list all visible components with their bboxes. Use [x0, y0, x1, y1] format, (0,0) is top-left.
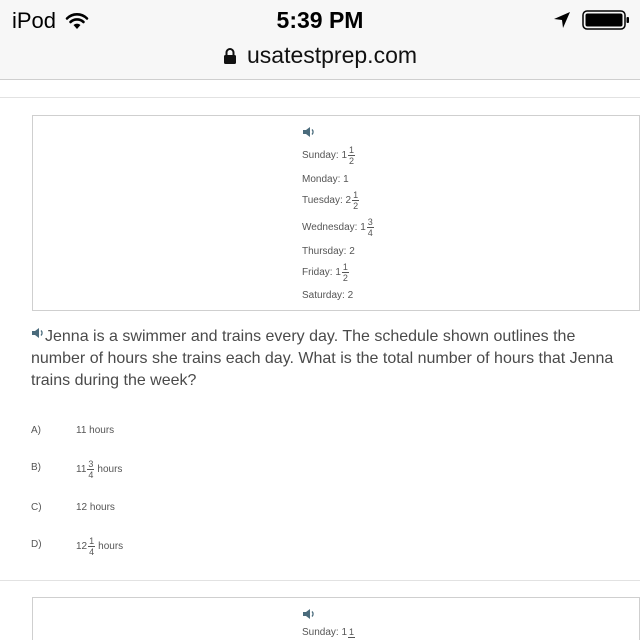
option-text[interactable]: [76, 425, 114, 436]
answer-option-b[interactable]: [31, 454, 331, 478]
schedule-row-saturday: [302, 290, 353, 301]
option-whole: 11: [76, 464, 87, 476]
clock: 5:39 PM: [276, 7, 364, 33]
option-letter: B): [31, 462, 41, 473]
option-fraction: [88, 536, 95, 557]
hours-whole: 1: [341, 150, 348, 162]
option-whole: 11: [76, 425, 87, 436]
schedule-list: [302, 608, 355, 639]
address-bar[interactable]: [0, 40, 640, 80]
option-unit: hours: [89, 502, 115, 513]
day-label: Saturday:: [302, 290, 345, 301]
carrier-label: iPod: [12, 8, 57, 33]
question-text-block: [31, 326, 626, 392]
answer-option-a[interactable]: [31, 420, 331, 444]
question-text: Jenna is a swimmer and trains every day. The schedule shown outlines the number of hours she trains each day. What is the total number of hours that Jenna trains during the week?: [31, 328, 614, 389]
speaker-icon[interactable]: [302, 126, 316, 138]
lock-icon: [223, 47, 237, 65]
hours-fraction: [348, 627, 355, 638]
answer-option-c[interactable]: [31, 497, 331, 521]
fraction-denominator: 2: [349, 156, 355, 166]
speaker-icon[interactable]: [302, 608, 316, 620]
url-display[interactable]: [0, 42, 640, 69]
schedule-row-wednesday: [302, 217, 374, 238]
option-fraction: [87, 459, 94, 480]
location-arrow-icon: [552, 10, 572, 30]
option-whole: 12: [76, 541, 88, 553]
status-right: [552, 10, 630, 30]
schedule-row-monday: [302, 174, 349, 185]
status-bar: [0, 0, 640, 40]
day-label: Tuesday:: [302, 195, 343, 207]
hours-fraction: [348, 145, 355, 166]
divider: [0, 580, 640, 581]
option-text[interactable]: [76, 536, 123, 557]
battery-icon: [582, 10, 630, 30]
url-text[interactable]: usatestprep.com: [246, 42, 418, 68]
answer-option-d[interactable]: [31, 531, 331, 555]
fraction-numerator: 1: [349, 627, 355, 637]
fraction-denominator: 4: [89, 547, 95, 557]
fraction-numerator: 1: [342, 262, 348, 272]
option-letter: C): [31, 502, 42, 513]
day-label: Sunday:: [302, 627, 339, 639]
option-unit: hours: [97, 464, 123, 476]
schedule-row-friday: [302, 262, 349, 283]
fraction-numerator: 1: [349, 145, 355, 155]
fraction-numerator: 1: [89, 536, 95, 546]
fraction-denominator: 4: [88, 470, 94, 480]
day-label: Thursday:: [302, 246, 347, 257]
option-letter: D): [31, 539, 42, 550]
fraction-numerator: 3: [88, 459, 94, 469]
schedule-row-thursday: [302, 246, 355, 257]
hours-whole: 2: [345, 195, 352, 207]
option-whole: 12: [76, 502, 88, 513]
next-schedule-box: [32, 597, 640, 640]
fraction-numerator: 3: [367, 217, 373, 227]
schedule-box: [32, 115, 640, 311]
option-unit: hours: [89, 425, 115, 436]
fraction-denominator: 4: [367, 228, 373, 238]
hours-whole: 1: [343, 174, 349, 185]
schedule-row-tuesday: [302, 190, 359, 211]
day-label: Friday:: [302, 267, 333, 279]
fraction-numerator: 1: [353, 190, 359, 200]
speaker-icon[interactable]: [31, 327, 45, 339]
hours-whole: 1: [335, 267, 341, 279]
hours-whole: 1: [341, 627, 348, 639]
hours-whole: 2: [349, 246, 355, 257]
day-label: Wednesday:: [302, 222, 358, 234]
schedule-row-sunday: [302, 145, 355, 166]
hours-fraction: [352, 190, 359, 211]
option-text[interactable]: [76, 459, 122, 480]
fraction-denominator: 2: [342, 273, 348, 283]
hours-fraction: [342, 262, 349, 283]
option-unit: hours: [98, 541, 124, 553]
hours-fraction: [367, 217, 374, 238]
day-label: Sunday:: [302, 150, 339, 162]
hours-whole: 2: [347, 290, 354, 301]
option-letter: A): [31, 425, 41, 436]
divider: [0, 97, 640, 98]
hours-whole: 1: [360, 222, 366, 234]
option-text[interactable]: [76, 502, 115, 513]
schedule-row-sunday: [302, 627, 355, 638]
day-label: Monday:: [302, 174, 341, 185]
schedule-list: [302, 126, 373, 301]
fraction-denominator: 2: [353, 201, 359, 211]
